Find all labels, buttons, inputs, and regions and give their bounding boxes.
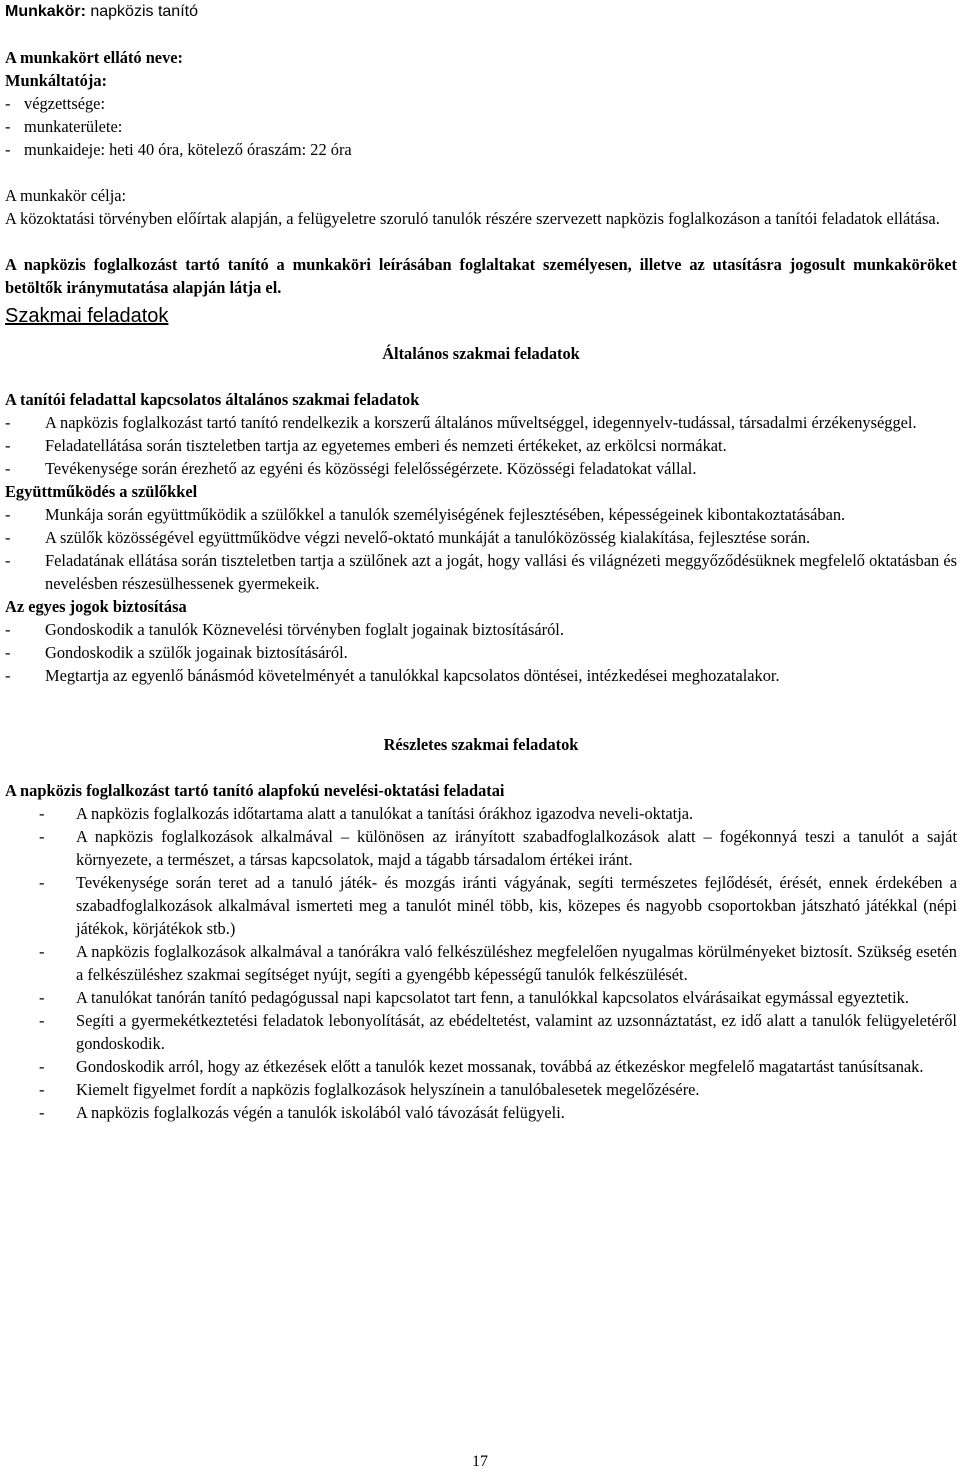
list-item: - Munkája során együttműködik a szülőkkel a tanulók személyiségének fejlesztésében, képességeinek kibontakoztatásában. — [5, 505, 846, 524]
list-item: - Gondoskodik arról, hogy az étkezések előtt a tanulók kezet mossanak, továbbá az étkezéskor megfelelő magatartást tanúsítsanak. — [39, 1057, 924, 1076]
general-list — [5, 411, 957, 480]
section-title: Szakmai feladatok — [5, 305, 169, 327]
job-title-label: Munkakör: — [5, 3, 86, 20]
list-item: - A napközis foglalkozást tartó tanító rendelkezik a korszerű általános műveltséggel, idegennyelv-tudással, társadalmi érzékenységgel. — [5, 413, 917, 432]
list-item: - A napközis foglalkozások alkalmával – különösen az irányított szabadfoglalkozások alatt – fogékonnyá teszi a tanulót a saját környezete, a természet, a társas kapcsolatok, majd a tágabb társadalom értékei iránt. — [39, 827, 957, 869]
job-title-value: napközis tanító — [85, 3, 198, 20]
employee-name-label: A munkakört ellátó neve: — [5, 48, 184, 67]
purpose-text: A közoktatási törvényben előírtak alapján, a felügyeletre szoruló tanulók részére szervezett napközis foglalkozáson a tanítói feladatok ellátása. — [5, 209, 940, 228]
detailed-heading: A napközis foglalkozást tartó tanító alapfokú nevelési-oktatási feladatai — [5, 781, 505, 800]
document-page — [5, 0, 957, 1124]
profile-item: - végzettsége: — [5, 94, 106, 113]
list-item: - Tevékenysége során teret ad a tanuló játék- és mozgás iránti vágyának, segíti természetes fejlődését, érését, ennek érdekében a szabadfoglalkozások alkalmával ismerteti meg a tanulót minél több, kis, közepes és nagyobb csoportokban játszható játékkal (népi játékok, körjátékok stb.) — [39, 873, 957, 938]
job-title — [5, 0, 957, 23]
detailed-tasks-title: Részletes szakmai feladatok — [383, 735, 579, 754]
list-item: - Feladatellátása során tiszteletben tartja az egyetemes emberi és nemzeti értékeket, az erkölcsi normákat. — [5, 436, 727, 455]
list-item: - Gondoskodik a szülők jogainak biztosításáról. — [5, 643, 348, 662]
rights-list — [5, 618, 957, 687]
list-item: - Segíti a gyermekétkeztetési feladatok lebonyolítását, az ebédeltetést, valamint az uzsonnáztatást, ez idő alatt a tanulók felügyeletéről gondoskodik. — [39, 1011, 957, 1053]
list-item: - A napközis foglalkozás végén a tanulók iskolából való távozását felügyeli. — [39, 1103, 565, 1122]
intro-paragraph: A napközis foglalkozást tartó tanító a munkaköri leírásában foglaltakat személyesen, illetve az utasításra jogosult munkaköröket betöltők iránymutatása alapján látja el. — [5, 255, 957, 297]
list-item: - A szülők közösségével együttműködve végzi nevelő-oktató munkáját a tanulóközösség kialakítása, fejlesztése során. — [5, 528, 811, 547]
list-item: - Megtartja az egyenlő bánásmód követelményét a tanulókkal kapcsolatos döntései, intézkedései meghozatalakor. — [5, 666, 780, 685]
detailed-list — [5, 802, 957, 1124]
general-tasks-title: Általános szakmai feladatok — [382, 344, 580, 363]
group-heading: A tanítói feladattal kapcsolatos általános szakmai feladatok — [5, 390, 420, 409]
list-item: - A napközis foglalkozások alkalmával a tanórákra való felkészüléshez megfelelően nyugalmas körülményeket biztosít. Szükség esetén a felkészüléshez szakmai segítséget nyújt, segíti a gyengébb képességű tanulók felkészülését. — [39, 942, 957, 984]
profile-list — [5, 92, 957, 161]
list-item: - Tevékenysége során érezhető az egyéni és közösségi felelősségérzete. Közösségi feladatokat vállal. — [5, 459, 697, 478]
group-heading: Együttműködés a szülőkkel — [5, 482, 198, 501]
list-item: - Kiemelt figyelmet fordít a napközis foglalkozások helyszínein a tanulóbalesetek megelőzésére. — [39, 1080, 700, 1099]
list-item: - Feladatának ellátása során tiszteletben tartja a szülőnek azt a jogát, hogy vallási és világnézeti meggyőződésüknek megfelelő oktatásban és nevelésben részesülhessenek gyermekeik. — [5, 551, 957, 593]
purpose-label: A munkakör célja: — [5, 186, 127, 205]
profile-item: - munkaterülete: — [5, 117, 123, 136]
group-heading: Az egyes jogok biztosítása — [5, 597, 187, 616]
list-item: - A tanulókat tanórán tanító pedagógussal napi kapcsolatot tart fenn, a tanulókkal kapcsolatos elvárásaikat egymással egyeztetik. — [39, 988, 909, 1007]
page-number: 17 — [472, 1453, 488, 1470]
list-item: - A napközis foglalkozás időtartama alatt a tanulókat a tanítási órákhoz igazodva neveli-oktatja. — [39, 804, 694, 823]
employer-label: Munkáltatója: — [5, 71, 107, 90]
parents-list — [5, 503, 957, 595]
profile-item: - munkaideje: heti 40 óra, kötelező óraszám: 22 óra — [5, 140, 352, 159]
list-item: - Gondoskodik a tanulók Köznevelési törvényben foglalt jogainak biztosításáról. — [5, 620, 564, 639]
